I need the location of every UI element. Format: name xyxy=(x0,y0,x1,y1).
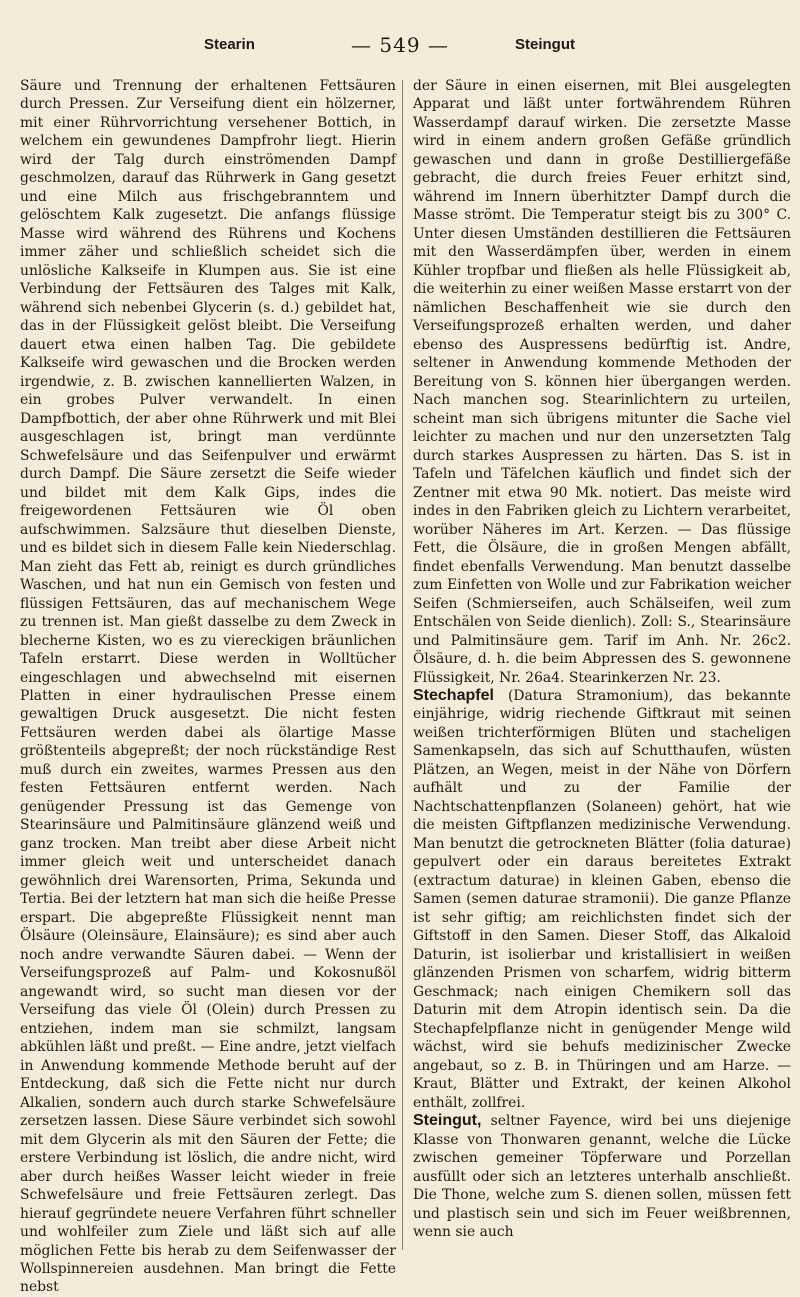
right-column xyxy=(413,77,791,1242)
entry-stechapfel xyxy=(413,687,791,1112)
stearin-continuation: der Säure in einen eisernen, mit Blei ausgelegten Apparat und läßt unter fortwährendem Rühren Wasserdampf darauf wirken. Die zersetzte Masse wird in einem andern großen Gefäße gründlich gewaschen und dann in große Destilliergefäße gebracht, die durch freies Feuer erhitzt sind, während im Innern überhitzter Dampf durch die Masse strömt. Die Temperatur steigt bis zu 300° C. Unter diesen Umständen destillieren die Fettsäuren mit den Wasserdämpfen über, werden in einem Kühler tropfbar und fließen als helle Flüssigkeit ab, die weiterhin zu einer weißen Masse erstarrt von der nämlichen Beschaffenheit wie sie durch den Verseifungsprozeß erhalten werden, und daher ebenso des Auspressens bedürftig ist. Andre, seltener in Anwendung kommende Methoden der Bereitung von S. können hier übergangen werden. Nach manchen sog. Stearinlichtern zu urteilen, scheint man sich übrigens mitunter die Sache viel leichter zu machen und nur den unzersetzten Talg durch starkes Auspressen zu härten. Das S. ist in Tafeln und Täfelchen käuflich und findet sich der Zentner mit etwa 90 Mk. notiert. Das meiste wird indes in den Fabriken gleich zu Lichtern verarbeitet, worüber Näheres im Art. Kerzen. — Das flüssige Fett, die Ölsäure, die in großen Mengen abfällt, findet ebenfalls Verwendung. Man benutzt dasselbe zum Einfetten von Wolle und zur Fabrikation weicher Seifen (Schmierseifen, auch Schälseifen, weil zum Entschälen von Seide dienlich). Zoll: S., Stearinsäure und Palmitinsäure gem. Tarif im Anh. Nr. 26c2. Ölsäure, d. h. die beim Abpressen des S. gewonnene Flüssigkeit, Nr. 26a4. Stearinkerzen Nr. 23. xyxy=(413,78,791,686)
left-column xyxy=(20,77,396,1297)
headword-stechapfel: Stechapfel xyxy=(413,686,494,704)
stechapfel-body: (Datura Stramonium), das bekannte einjährige, widrig riechende Giftkraut mit seinen weißen trichterförmigen Blüten und stacheligen Samenkapseln, das sich auf Schutthaufen, wüsten Plätzen, an Wegen, meist in der Nähe von Dörfern aufhält und zu der Familie der Nachtschattenpflanzen (Solaneen) gehört, hat wie die meisten Giftpflanzen medizinische Verwendung. Man benutzt die getrockneten Blätter (folia daturae) gepulvert oder ein daraus bereitetes Extrakt (extractum daturae) in kleinen Gaben, ebenso die Samen (semen daturae stramonii). Die ganze Pflanze ist sehr giftig; am reichlichsten findet sich der Giftstoff in den Samen. Dieser Stoff, das Alkaloid Daturin, ist isolierbar und kristallisiert in weißen glänzenden Prismen von scharfem, widrig bitterm Geschmack; nach einigen Chemikern soll das Daturin mit dem Atropin identisch sein. Da die Stechapfelpflanze nicht in genügender Menge wild wächst, wird sie behufs medizinischer Zwecke angebaut, so z. B. in Thüringen und am Harze. — Kraut, Blätter und Extrakt, der keinen Alkohol enthält, zollfrei. xyxy=(413,687,791,1111)
column-divider xyxy=(402,80,403,1250)
headword-steingut: Steingut, xyxy=(413,1112,482,1130)
steingut-body: seltner Fayence, wird bei uns diejenige Klasse von Thonwaren genannt, welche die Lücke zwischen gemeiner Töpferware und Porzellan ausfüllt oder sich an letzteres unterhalb anschließt. Die Thone, welche zum S. dienen sollen, müssen fett und plastisch sein und sich im Feuer weißbrennen, wenn sie auch xyxy=(413,1113,791,1241)
header-right-keyword: Steingut xyxy=(515,36,575,53)
header-left-keyword: Stearin xyxy=(204,36,255,53)
page-number: — 549 — xyxy=(351,33,449,57)
entry-steingut xyxy=(413,1112,791,1241)
left-column-text: Säure und Trennung der erhaltenen Fettsäuren durch Pressen. Zur Verseifung dient ein hölzerner, mit einer Rührvorrichtung versehener Bottich, in welchem ein gewundenes Dampfrohr liegt. Hierin wird der Talg durch einströmenden Dampf geschmolzen, darauf das Rührwerk in Gang gesetzt und eine Milch aus frischgebranntem und gelöschtem Kalk zugesetzt. Die anfangs flüssige Masse wird während des Rührens und Kochens immer zäher und schließlich scheidet sich die unlösliche Kalkseife in Klumpen aus. Sie ist eine Verbindung der Fettsäuren des Talges mit Kalk, während sich nebenbei Glycerin (s. d.) gebildet hat, das in der Flüssigkeit gelöst bleibt. Die Verseifung dauert etwa einen halben Tag. Die gebildete Kalkseife wird gewaschen und die Brocken werden irgendwie, z. B. zwischen kannellierten Walzen, in ein grobes Pulver verwandelt. In einen Dampfbottich, der aber ohne Rührwerk und mit Blei ausgeschlagen ist, bringt man verdünnte Schwefelsäure und das Seifenpulver und erwärmt durch Dampf. Die Säure zersetzt die Seife wieder und bildet mit dem Kalk Gips, indes die freigewordenen Fettsäuren wie Öl oben aufschwimmen. Salzsäure thut dieselben Dienste, und es bildet sich in diesem Falle kein Niederschlag. Man zieht das Fett ab, reinigt es durch gründliches Waschen, und hat nun ein Gemisch von festen und flüssigen Fettsäuren, das auf mechanischem Wege zu trennen ist. Man gießt dasselbe zu dem Zweck in blecherne Kisten, wo es zu viereckigen bräunlichen Tafeln erstarrt. Diese werden in Wolltücher eingeschlagen und abwechselnd mit eisernen Platten in einer hydraulischen Presse einem gewaltigen Druck ausgesetzt. Die nicht festen Fettsäuren werden dabei als ölartige Masse größtenteils abgepreßt; der noch rückständige Rest muß durch ein zweites, warmes Pressen aus den festen Fettsäuren entfernt werden. Nach genügender Pressung ist das Gemenge von Stearinsäure und Palmitinsäure glänzend weiß und ganz trocken. Man treibt aber diese Arbeit nicht immer gleich weit und unterscheidet danach gewöhnlich drei Warensorten, Prima, Sekunda und Tertia. Bei der letztern hat man sich die heiße Presse erspart. Die abgepreßte Flüssigkeit nennt man Ölsäure (Oleinsäure, Elainsäure); es sind aber auch noch andre verwandte Säuren dabei. — Wenn der Verseifungsprozeß auf Palm- und Kokosnußöl angewandt wird, so sucht man diesen vor der Verseifung das viele Öl (Olein) durch Pressen zu entziehen, indem man sie schmilzt, langsam abkühlen läßt und preßt. — Eine andre, jetzt vielfach in Anwendung kommende Methode beruht auf der Entdeckung, daß sich die Fette nicht nur durch Alkalien, sondern auch durch starke Schwefelsäure zersetzen lassen. Diese Säure verbindet sich sowohl mit dem Glycerin als mit den Säuren der Fette; die erstere Verbindung ist löslich, die andre nicht, wird aber durch heißes Wasser leicht wieder in freie Schwefelsäure und freie Fettsäuren zerlegt. Das hierauf gegründete neuere Verfahren führt schneller und wohlfeiler zum Ziele und läßt sich auf alle möglichen Fette bis herab zu dem Seifenwasser der Wollspinnereien ausdehnen. Man bringt die Fette nebst xyxy=(20,78,396,1296)
running-header xyxy=(0,33,800,60)
